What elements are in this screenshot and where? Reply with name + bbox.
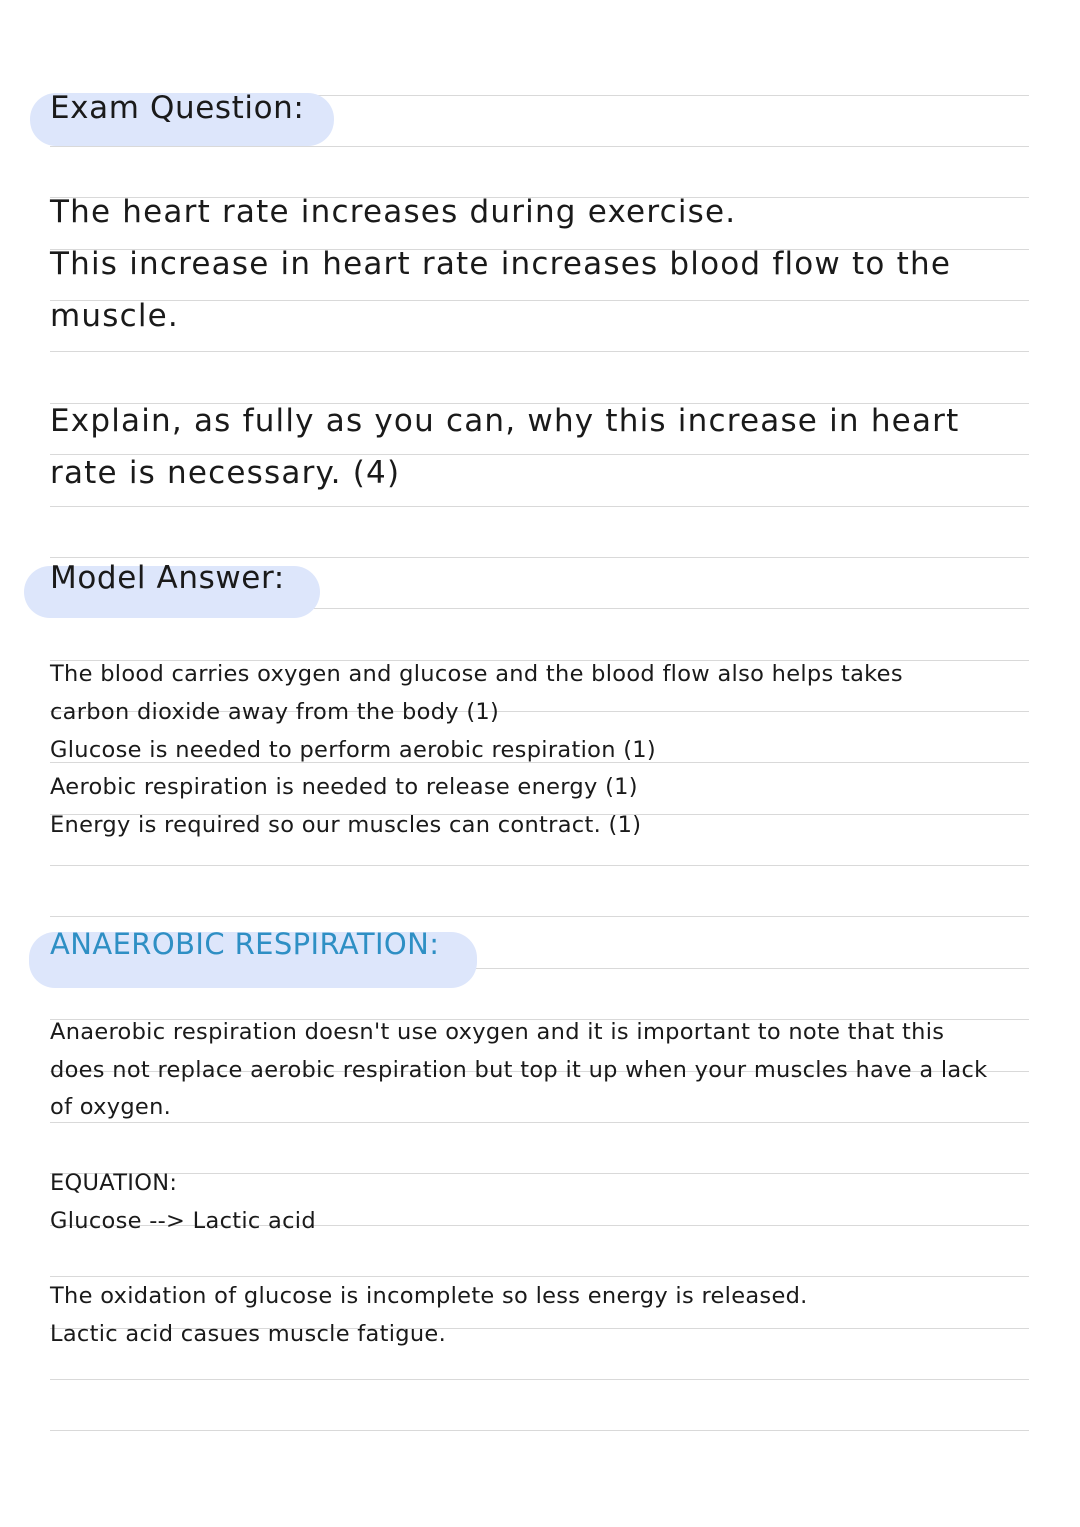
rule-line (50, 1122, 1029, 1123)
answer-line: Energy is required so our muscles can contract. (1) (50, 812, 642, 838)
answer-line: The blood carries oxygen and glucose and the blood flow also helps takes (50, 661, 903, 687)
rule-line (50, 916, 1029, 917)
equation-label: EQUATION: (50, 1170, 178, 1196)
anaerobic-intro-line: does not replace aerobic respiration but top it up when your muscles have a lack (50, 1057, 988, 1083)
rule-line (50, 1173, 1029, 1174)
anaerobic-heading: ANAEROBIC RESPIRATION: (50, 927, 440, 961)
equation: Glucose --> Lactic acid (50, 1208, 316, 1234)
rule-line (50, 1276, 1029, 1277)
anaerobic-intro-line: of oxygen. (50, 1094, 172, 1120)
model-answer-heading: Model Answer: (50, 560, 285, 596)
question-prompt-line: Explain, as fully as you can, why this increase in heart (50, 403, 960, 439)
question-prompt-line: rate is necessary. (4) (50, 455, 401, 491)
question-line: This increase in heart rate increases blood flow to the (50, 246, 952, 282)
answer-line: carbon dioxide away from the body (1) (50, 699, 500, 725)
rule-line (50, 506, 1029, 507)
anaerobic-note: The oxidation of glucose is incomplete so less energy is released. (50, 1283, 808, 1309)
exam-question-heading: Exam Question: (50, 90, 305, 126)
anaerobic-note: Lactic acid casues muscle fatigue. (50, 1321, 447, 1347)
rule-line (50, 351, 1029, 352)
rule-line (50, 146, 1029, 147)
answer-line: Glucose is needed to perform aerobic respiration (1) (50, 737, 656, 763)
rule-line (50, 1379, 1029, 1380)
anaerobic-intro-line: Anaerobic respiration doesn't use oxygen and it is important to note that this (50, 1019, 945, 1045)
rule-line (50, 300, 1029, 301)
rule-line (50, 557, 1029, 558)
question-line: The heart rate increases during exercise. (50, 194, 737, 230)
answer-line: Aerobic respiration is needed to release energy (1) (50, 774, 638, 800)
rule-line (50, 865, 1029, 866)
question-line: muscle. (50, 298, 179, 334)
rule-line (50, 1430, 1029, 1431)
